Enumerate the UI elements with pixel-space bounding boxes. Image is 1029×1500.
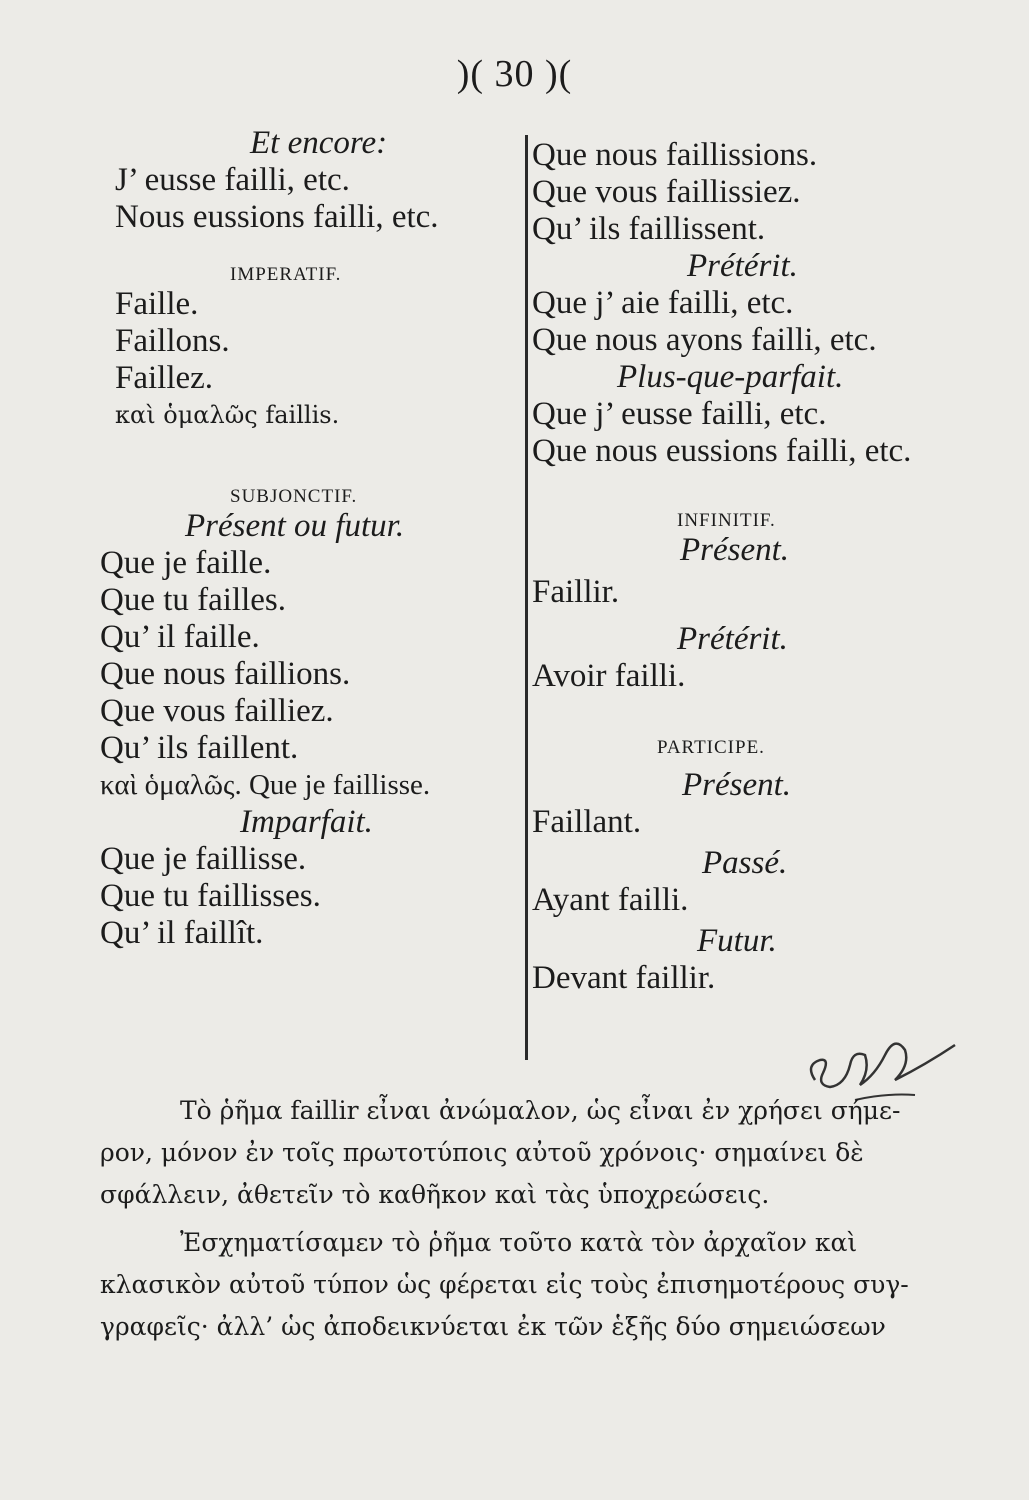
left-line: Nous eussions failli, etc. xyxy=(115,199,439,235)
preterit-heading: Prétérit. xyxy=(687,248,798,284)
infinitif-preterit-value: Avoir failli. xyxy=(532,658,686,694)
infinitif-heading: INFINITIF. xyxy=(677,510,776,531)
subjonctif-line: Que je faille. xyxy=(100,545,272,581)
imperatif-line: Faillez. xyxy=(115,360,214,396)
participe-present-value: Faillant. xyxy=(532,804,642,840)
participe-passe-value: Ayant failli. xyxy=(532,882,689,918)
paragraph-line: Ἐσχηματίσαμεν τὸ ῥῆμα τοῦτο κατὰ τὸν ἀρχαῖον καὶ xyxy=(180,1228,858,1257)
subjonctif-line: Qu’ il faille. xyxy=(100,619,260,655)
infinitif-present-value: Faillir. xyxy=(532,574,620,610)
left-line: J’ eusse failli, etc. xyxy=(115,162,350,198)
participe-futur-label: Futur. xyxy=(697,923,777,959)
paragraph-1 xyxy=(100,1090,945,1216)
subjonctif-line: Que vous failliez. xyxy=(100,693,334,729)
subjonctif-line: Que tu failles. xyxy=(100,582,287,618)
right-line: Que vous faillissiez. xyxy=(532,174,801,210)
right-line: Qu’ ils faillissent. xyxy=(532,211,766,247)
imparfait-line: Que je faillisse. xyxy=(100,841,307,877)
imparfait-line: Qu’ il faillît. xyxy=(100,915,264,951)
participe-present-label: Présent. xyxy=(682,767,792,803)
et-encore-label: Et encore: xyxy=(250,125,388,161)
plus-que-parfait-heading: Plus-que-parfait. xyxy=(617,359,844,395)
page-number: )( 30 )( xyxy=(456,53,573,95)
preterit-line: Que nous ayons failli, etc. xyxy=(532,322,877,358)
infinitif-present-label: Présent. xyxy=(680,532,790,568)
subjonctif-line: καὶ ὁμαλῶς. Que je faillisse. xyxy=(100,769,431,801)
present-ou-futur-heading: Présent ou futur. xyxy=(185,508,405,544)
imperatif-line: καὶ ὁμαλῶς faillis. xyxy=(115,401,340,429)
imperatif-line: Faillons. xyxy=(115,323,230,359)
participe-futur-value: Devant faillir. xyxy=(532,960,716,996)
right-column xyxy=(532,125,962,997)
imperatif-line: Faille. xyxy=(115,286,199,322)
paragraph-2 xyxy=(100,1222,945,1348)
paragraph-line: ρον, μόνον ἐν τοῖς πρωτοτύποις αὐτοῦ χρόνοις· σημαίνει δὲ xyxy=(100,1138,864,1167)
right-line: Que nous faillissions. xyxy=(532,137,818,173)
column-divider xyxy=(525,135,528,1060)
participe-heading: PARTICIPE. xyxy=(657,737,765,758)
paragraph-line: γραφεῖς· ἀλλ’ ὡς ἀποδεικνύεται ἐκ τῶν ἑξῆς δύο σημειώσεων xyxy=(100,1312,886,1341)
participe-passe-label: Passé. xyxy=(702,845,788,881)
infinitif-preterit-label: Prétérit. xyxy=(677,621,788,657)
imparfait-heading: Imparfait. xyxy=(240,804,373,840)
imparfait-line: Que tu faillisses. xyxy=(100,878,321,914)
preterit-line: Que j’ aie failli, etc. xyxy=(532,285,794,321)
plus-que-parfait-line: Que j’ eusse failli, etc. xyxy=(532,396,827,432)
paragraph-line: κλασικὸν αὐτοῦ τύπον ὡς φέρεται εἰς τοὺς ἐπισημοτέρους συγ- xyxy=(100,1270,909,1299)
subjonctif-line: Que nous faillions. xyxy=(100,656,351,692)
subjonctif-line: Qu’ ils faillent. xyxy=(100,730,299,766)
paragraph-line: σφάλλειν, ἀθετεῖν τὸ καθῆκον καὶ τὰς ὑποχρεώσεις. xyxy=(100,1180,770,1209)
paragraph-line: Τὸ ῥῆμα faillir εἶναι ἀνώμαλον, ὡς εἶναι ἐν χρήσει σήμε- xyxy=(180,1096,901,1125)
subjonctif-heading: SUBJONCTIF. xyxy=(230,486,358,507)
plus-que-parfait-line: Que nous eussions failli, etc. xyxy=(532,433,912,469)
left-column xyxy=(100,125,515,952)
imperatif-heading: IMPERATIF. xyxy=(230,264,342,285)
